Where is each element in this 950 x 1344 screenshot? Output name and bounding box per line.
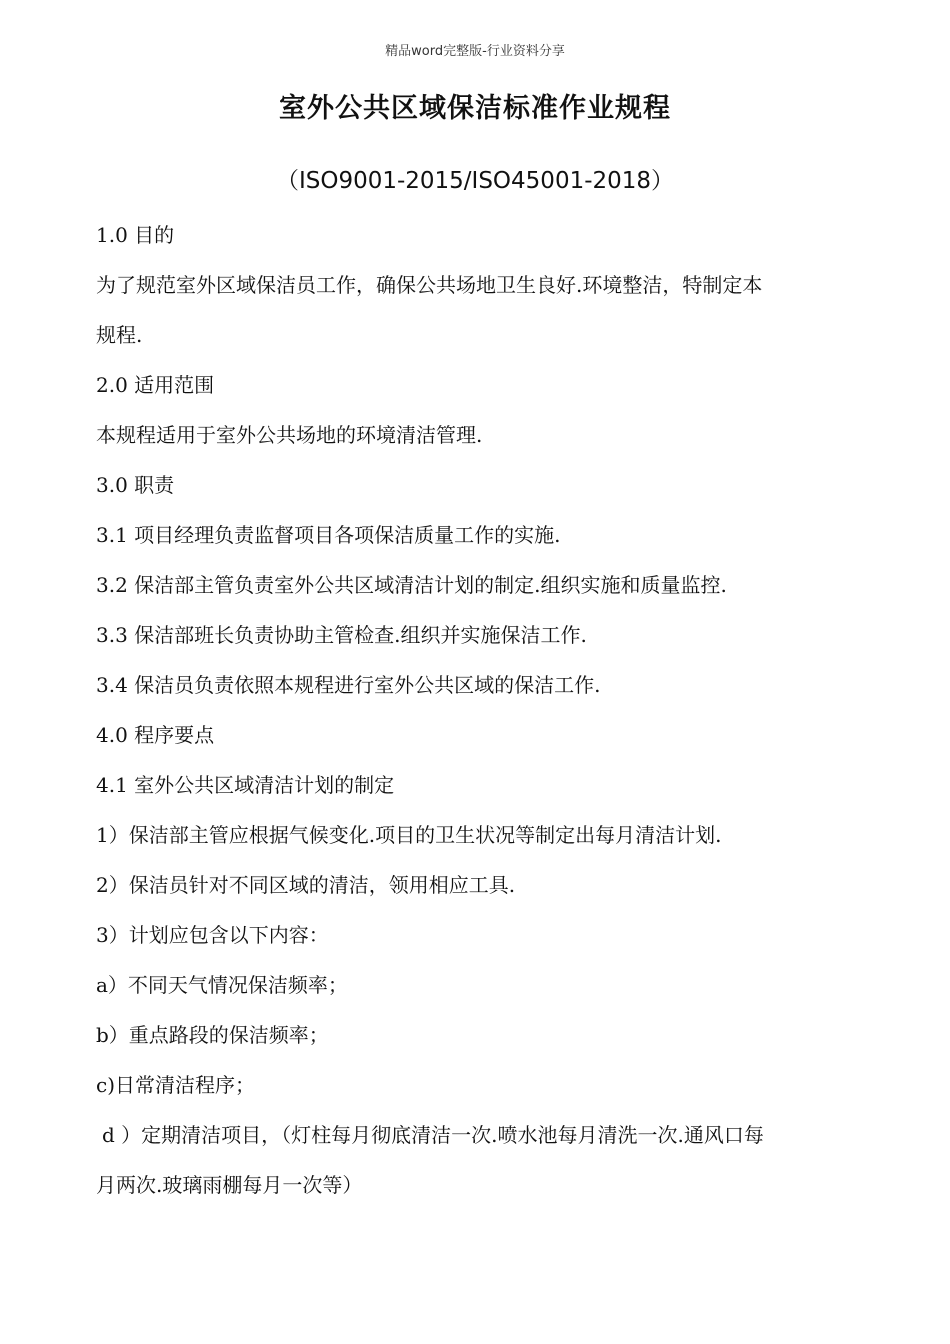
section-heading-responsibilities: 3.0 职责 bbox=[96, 473, 175, 497]
section-heading-purpose: 1.0 目的 bbox=[96, 223, 175, 247]
list-item: 1）保洁部主管应根据气候变化.项目的卫生状况等制定出每月清洁计划. bbox=[96, 823, 722, 847]
list-item: d ）定期清洁项目，（灯柱每月彻底清洁一次.喷水池每月清洗一次.通风口每 bbox=[102, 1123, 764, 1147]
list-item: c)日常清洁程序； bbox=[96, 1073, 256, 1097]
paragraph-line: 为了规范室外区域保洁员工作，确保公共场地卫生良好.环境整洁，特制定本 bbox=[96, 273, 763, 297]
list-item: b）重点路段的保洁频率； bbox=[96, 1023, 329, 1047]
paragraph-line: 月两次.玻璃雨棚每月一次等） bbox=[96, 1173, 363, 1197]
paragraph-line: 本规程适用于室外公共场地的环境清洁管理. bbox=[96, 423, 483, 447]
list-item: 2）保洁员针对不同区域的清洁，领用相应工具. bbox=[96, 873, 516, 897]
subsection-heading: 4.1 室外公共区域清洁计划的制定 bbox=[96, 773, 395, 797]
section-heading-scope: 2.0 适用范围 bbox=[96, 373, 215, 397]
list-item: 3.1 项目经理负责监督项目各项保洁质量工作的实施. bbox=[96, 523, 561, 547]
list-item: a）不同天气情况保洁频率； bbox=[96, 973, 348, 997]
list-item: 3.2 保洁部主管负责室外公共区域清洁计划的制定.组织实施和质量监控. bbox=[96, 573, 727, 597]
header-note: 精品word完整版-行业资料分享 bbox=[385, 44, 565, 59]
document-subtitle: （ISO9001-2015/ISO45001-2018） bbox=[275, 168, 675, 194]
list-item: 3）计划应包含以下内容： bbox=[96, 923, 329, 947]
document-body bbox=[96, 210, 866, 1210]
document-title: 室外公共区域保洁标准作业规程 bbox=[279, 93, 671, 124]
list-item: 3.3 保洁部班长负责协助主管检查.组织并实施保洁工作. bbox=[96, 623, 587, 647]
section-heading-procedure: 4.0 程序要点 bbox=[96, 723, 215, 747]
paragraph-line: 规程. bbox=[96, 323, 143, 347]
list-item: 3.4 保洁员负责依照本规程进行室外公共区域的保洁工作. bbox=[96, 673, 601, 697]
